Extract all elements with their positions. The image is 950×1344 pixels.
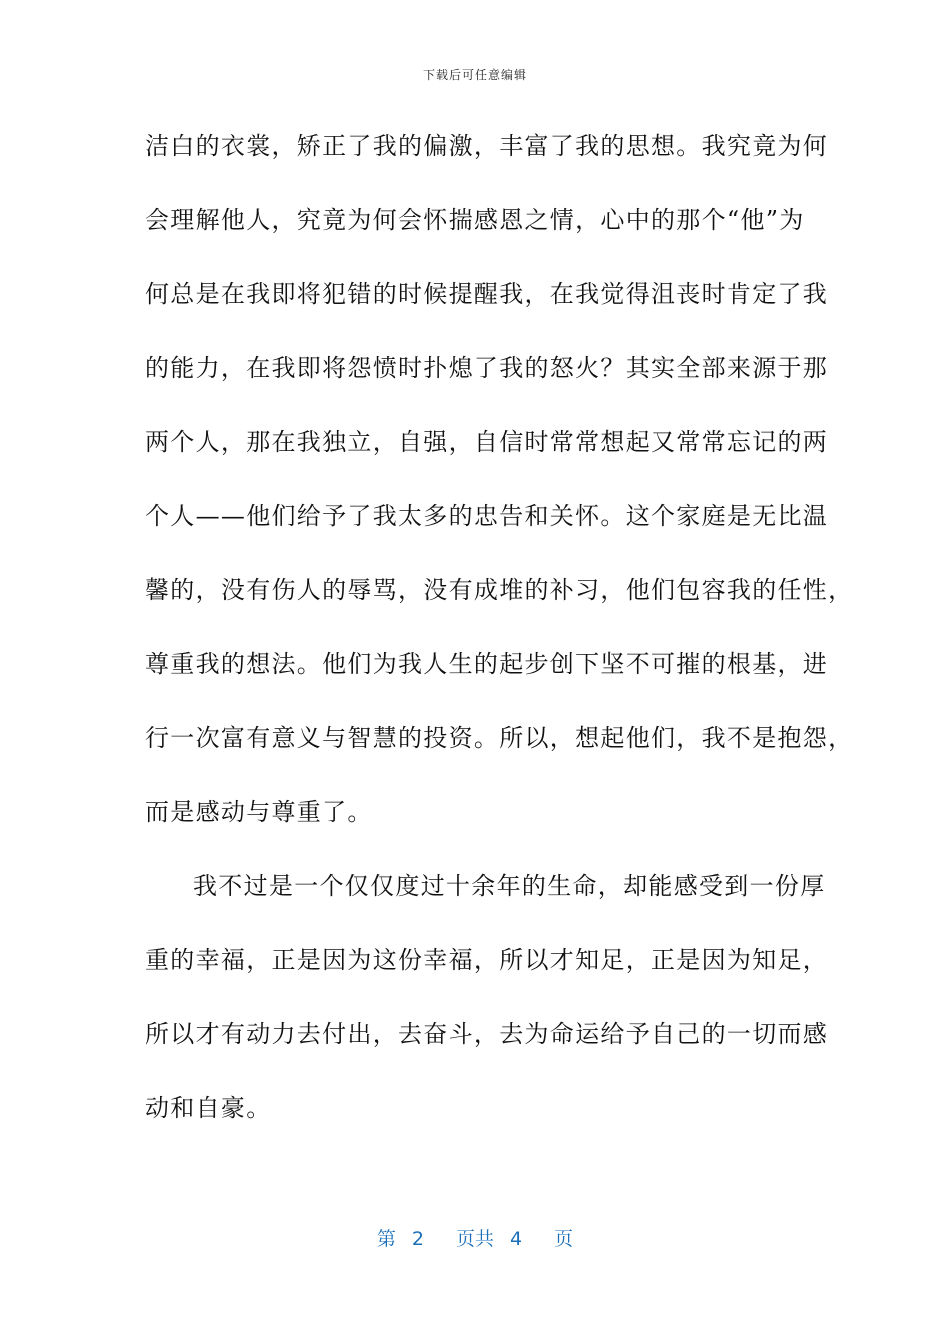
paragraph-line: 会理解他人，究竟为何会怀揣感恩之情，心中的那个“他”为 [145,206,805,234]
footer-middle: 页共 [455,1228,494,1250]
paragraph-line: 行一次富有意义与智慧的投资。所以，想起他们，我不是抱怨， [145,724,854,752]
paragraph-line: 馨的，没有伤人的辱骂，没有成堆的补习，他们包容我的任性， [145,576,854,604]
document-body [145,126,854,1162]
page-total: 4 [510,1228,523,1250]
paragraph-line: 何总是在我即将犯错的时候提醒我，在我觉得沮丧时肯定了我 [145,280,829,308]
page-number: 2 [411,1228,424,1250]
paragraph-line: 个人——他们给予了我太多的忠告和关怀。这个家庭是无比温 [145,502,829,530]
paragraph-line: 两个人，那在我独立，自强，自信时常常想起又常常忘记的两 [145,428,829,456]
paragraph-line: 我不过是一个仅仅度过十余年的生命，却能感受到一份厚 [193,872,826,900]
paragraph-line: 洁白的衣裳，矫正了我的偏激，丰富了我的思想。我究竟为何 [145,132,829,160]
paragraph-line: 而是感动与尊重了。 [145,798,373,826]
paragraph-line: 动和自豪。 [145,1094,272,1122]
paragraph-line: 重的幸福，正是因为这份幸福，所以才知足，正是因为知足， [145,946,829,974]
paragraph-line: 的能力，在我即将怨愤时扑熄了我的怒火？其实全部来源于那 [145,354,829,382]
footer-suffix: 页 [554,1228,574,1250]
footer-prefix: 第 [376,1228,396,1250]
page-footer [0,1224,950,1251]
page-header: 下载后可任意编辑 [422,68,527,82]
paragraph-line: 所以才有动力去付出，去奋斗，去为命运给予自己的一切而感 [145,1020,829,1048]
paragraph-line: 尊重我的想法。他们为我人生的起步创下坚不可摧的根基，进 [145,650,829,678]
